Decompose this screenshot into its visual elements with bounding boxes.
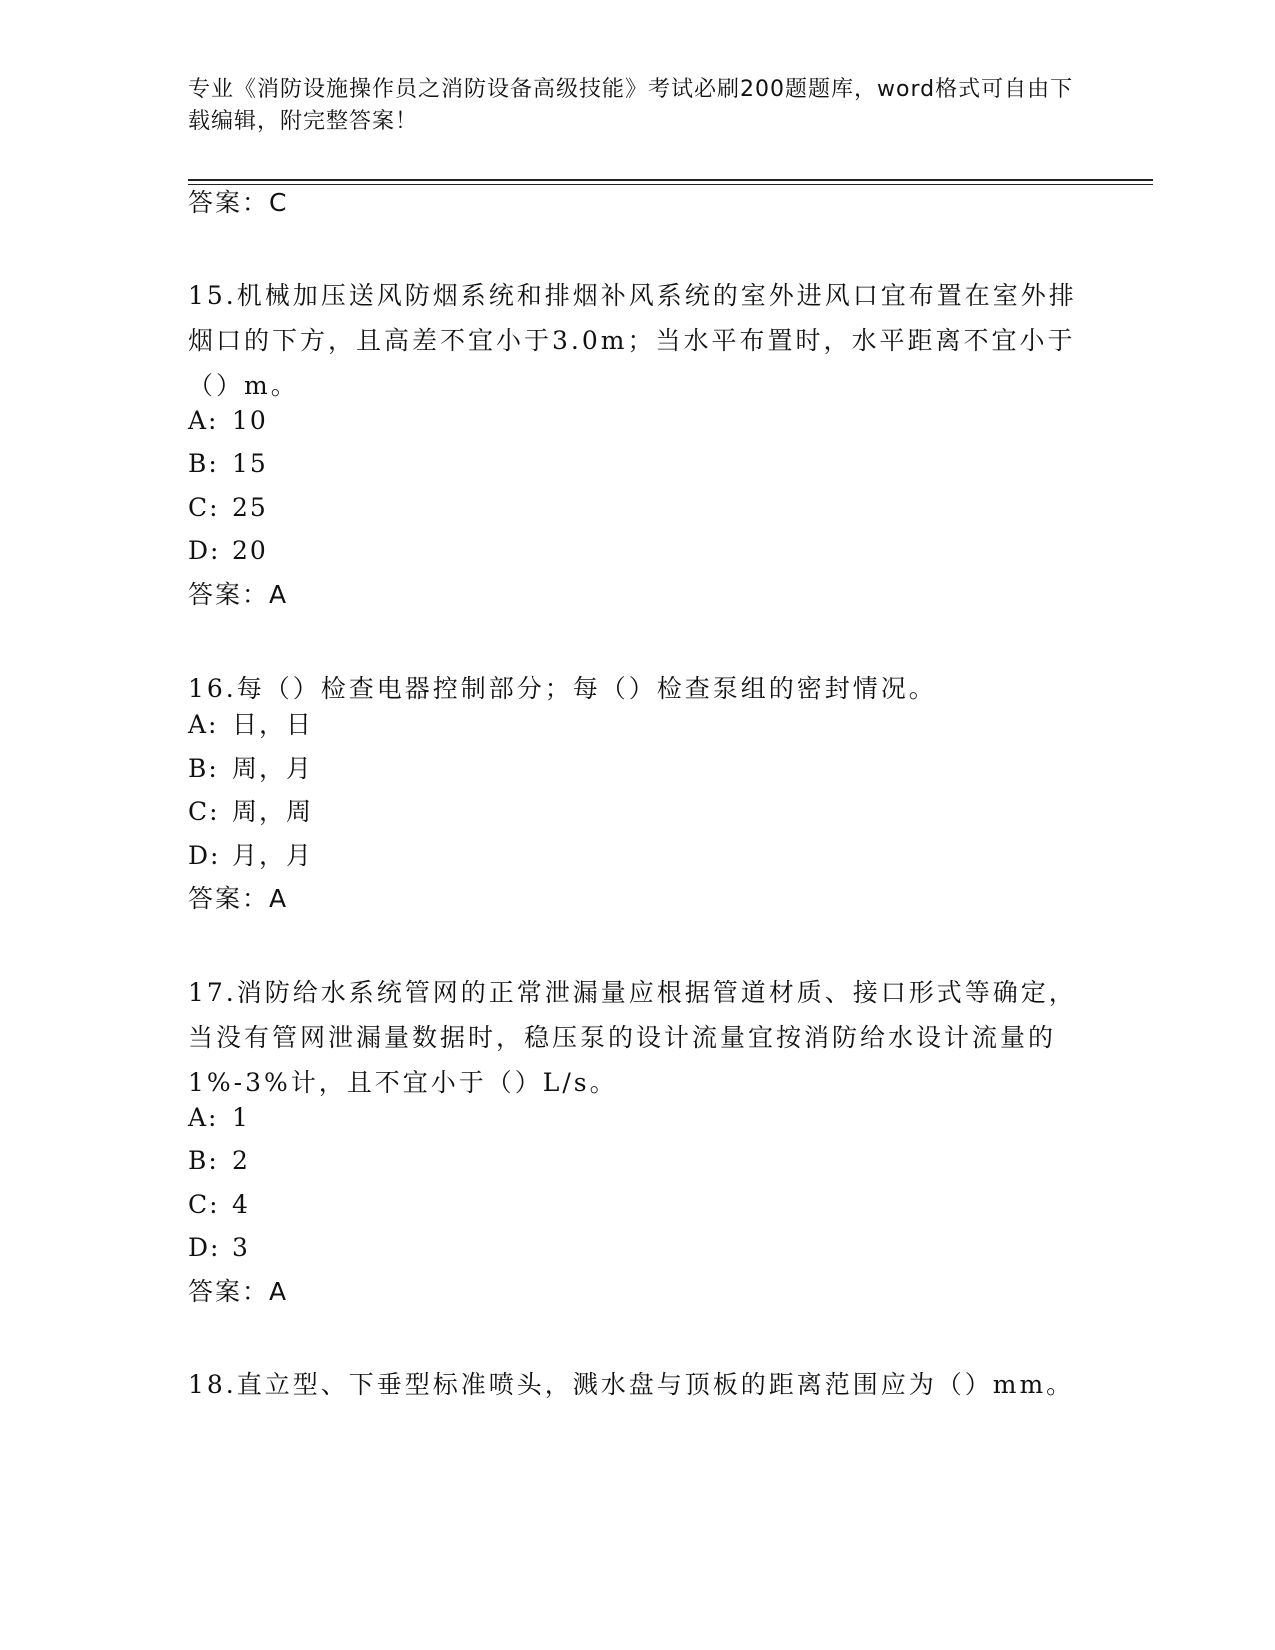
option-text: 日，日 xyxy=(232,710,314,739)
question-15-option-b xyxy=(188,447,268,481)
option-key: C: xyxy=(188,1190,220,1219)
option-text: 4 xyxy=(232,1190,250,1219)
option-key: A: xyxy=(188,710,219,739)
option-key: B: xyxy=(188,449,219,478)
option-key: C: xyxy=(188,493,220,522)
question-17-option-d xyxy=(188,1231,250,1265)
option-text: 1 xyxy=(232,1103,250,1132)
option-key: B: xyxy=(188,1146,219,1175)
question-16-option-a xyxy=(188,708,313,742)
option-text: 10 xyxy=(232,406,268,435)
question-15-option-d xyxy=(188,534,268,568)
question-15-stem: 15.机械加压送风防烟系统和排烟补风系统的室外进风口宜布置在室外排烟口的下方，且高差不宜小于3.0m；当水平布置时，水平距离不宜小于（）m。 xyxy=(188,281,1077,400)
option-key: D: xyxy=(188,1233,221,1262)
option-key: A: xyxy=(188,406,219,435)
question-16-option-d xyxy=(188,839,313,873)
question-17-option-a xyxy=(188,1101,250,1135)
question-17-stem: 17.消防给水系统管网的正常泄漏量应根据管道材质、接口形式等确定，当没有管网泄漏量数据时，稳压泵的设计流量宜按消防给水设计流量的1%-3%计，且不宜小于（）L/s。 xyxy=(188,978,1077,1097)
question-17-option-c xyxy=(188,1188,250,1222)
question-17-answer: 答案：A xyxy=(188,1277,289,1306)
question-15-option-c xyxy=(188,491,268,525)
option-text: 2 xyxy=(232,1146,250,1175)
previous-answer: 答案：C xyxy=(188,188,289,217)
question-17-option-b xyxy=(188,1144,250,1178)
question-16-option-b xyxy=(188,752,313,786)
option-key: B: xyxy=(188,754,219,783)
question-18-stem: 18.直立型、下垂型标准喷头，溅水盘与顶板的距离范围应为（）mm。 xyxy=(188,1370,1075,1399)
option-text: 周，月 xyxy=(232,754,314,783)
page-header: 专业《消防设施操作员之消防设备高级技能》考试必刷200题题库，word格式可自由下载编辑，附完整答案！ xyxy=(188,77,1074,134)
option-text: 25 xyxy=(232,493,268,522)
question-16-stem: 16.每（）检查电器控制部分；每（）检查泵组的密封情况。 xyxy=(188,674,937,703)
question-15-answer: 答案：A xyxy=(188,580,289,609)
option-key: C: xyxy=(188,797,220,826)
option-text: 20 xyxy=(232,536,268,565)
option-text: 15 xyxy=(232,449,268,478)
header-divider xyxy=(188,179,1153,181)
option-key: D: xyxy=(188,841,221,870)
option-key: D: xyxy=(188,536,221,565)
question-16-option-c xyxy=(188,795,313,829)
question-16-answer: 答案：A xyxy=(188,884,289,913)
option-text: 月，月 xyxy=(232,841,314,870)
header-divider-thin xyxy=(188,184,1153,185)
option-key: A: xyxy=(188,1103,219,1132)
option-text: 3 xyxy=(232,1233,250,1262)
question-15-option-a xyxy=(188,404,268,438)
option-text: 周，周 xyxy=(232,797,314,826)
